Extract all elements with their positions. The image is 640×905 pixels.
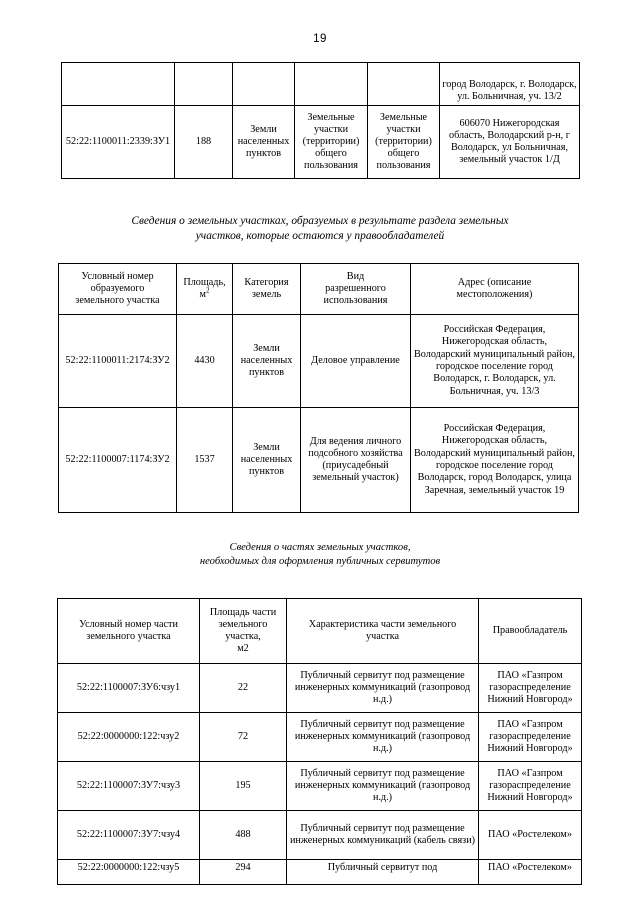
cell-permitted-use-alt: Земельные участки (территории) общего пользования — [368, 106, 440, 179]
header-conditional-number — [59, 264, 177, 315]
cell-permitted-use: Деловое управление — [301, 315, 411, 408]
header-line: разрешенного — [325, 282, 386, 294]
header-line: Адрес (описание — [457, 276, 532, 288]
header-line: Категория — [244, 276, 289, 288]
heading-line-2: необходимых для оформления публичных сервитутов — [199, 556, 441, 568]
cell-cadastral-number — [62, 63, 175, 106]
cell-land-category — [233, 63, 295, 106]
cell-address: Российская Федерация, Нижегородская область, Володарский муниципальный район, городское поселение город Володарск, город Володарск, улица Заречная, земельный участок 19 — [411, 408, 579, 513]
header-line: м — [199, 289, 206, 300]
cell-cadastral-number: 52:22:1100011:2174:ЗУ2 — [59, 315, 177, 408]
table-remaining-plots — [58, 263, 579, 513]
header-line: участка, — [225, 631, 261, 642]
table-row — [58, 713, 582, 762]
table-header-row — [58, 599, 582, 664]
cell-characteristic: Публичный сервитут под размещение инженерных коммуникаций (кабель связи) — [287, 811, 479, 860]
header-line: Характеристика части земельного — [308, 618, 457, 630]
cell-land-category: Земли населенных пунктов — [233, 408, 301, 513]
cell-permitted-use — [295, 63, 368, 106]
header-address — [411, 264, 579, 315]
header-line: местоположения) — [456, 289, 533, 300]
table-row — [58, 860, 582, 885]
cell-permitted-use-alt — [368, 63, 440, 106]
cell-characteristic: Публичный сервитут под размещение инженерных коммуникаций (газопровод н.д.) — [287, 664, 479, 713]
cell-part-number: 52:22:0000000:122:чзу5 — [58, 860, 200, 885]
header-part-area — [200, 599, 287, 664]
cell-part-area: 294 — [200, 860, 287, 885]
cell-right-holder: ПАО «Ростелеком» — [479, 860, 582, 885]
header-right-holder — [479, 599, 582, 664]
header-line: Вид — [346, 270, 365, 282]
cell-right-holder: ПАО «Ростелеком» — [479, 811, 582, 860]
cell-characteristic: Публичный сервитут под — [287, 860, 479, 885]
cell-cadastral-number: 52:22:1100011:2339:ЗУ1 — [62, 106, 175, 179]
cell-part-number: 52:22:1100007:ЗУ7:чзу3 — [58, 762, 200, 811]
cell-characteristic: Публичный сервитут под размещение инженерных коммуникаций (газопровод н.д.) — [287, 762, 479, 811]
cell-permitted-use: Земельные участки (территории) общего пользования — [295, 106, 368, 179]
cell-area: 188 — [175, 106, 233, 179]
heading-line-1: Сведения о земельных участках, образуемых в результате раздела земельных — [131, 215, 509, 227]
page-number: 19 — [313, 33, 327, 45]
header-land-category — [233, 264, 301, 315]
header-line: участка — [365, 631, 400, 642]
header-area — [177, 264, 233, 315]
table-row — [58, 664, 582, 713]
table-row — [59, 315, 579, 408]
cell-part-area: 72 — [200, 713, 287, 762]
section-heading-easement-parts — [70, 541, 570, 570]
cell-land-category: Земли населенных пунктов — [233, 106, 295, 179]
cell-part-area: 195 — [200, 762, 287, 811]
header-line: земельного — [218, 618, 268, 630]
header-line: Условный номер части — [79, 618, 178, 630]
cell-area: 1537 — [177, 408, 233, 513]
header-line: м2 — [237, 643, 249, 655]
heading-line-1: Сведения о частях земельных участков, — [229, 542, 411, 553]
table-row — [59, 408, 579, 513]
cell-land-category: Земли населенных пунктов — [233, 315, 301, 408]
cell-address: город Володарск, г. Володарск, ул. Больничная, уч. 13/2 — [440, 63, 580, 106]
header-permitted-use — [301, 264, 411, 315]
table-row — [62, 106, 580, 179]
cell-right-holder: ПАО «Газпром газораспределение Нижний Новгород» — [479, 762, 582, 811]
header-line: Площадь, — [183, 276, 226, 288]
header-line: использования — [323, 295, 388, 307]
cell-part-area: 22 — [200, 664, 287, 713]
header-line: земельного участка — [75, 295, 160, 307]
header-part-number — [58, 599, 200, 664]
header-line: образуемого — [90, 282, 145, 294]
cell-area — [175, 63, 233, 106]
cell-part-number: 52:22:1100007:ЗУ6:чзу1 — [58, 664, 200, 713]
cell-cadastral-number: 52:22:1100007:1174:ЗУ2 — [59, 408, 177, 513]
continuation-table-formed-plots — [61, 62, 580, 179]
heading-line-2: участков, которые остаются у правообладателей — [195, 230, 445, 243]
cell-part-number: 52:22:1100007:ЗУ7:чзу4 — [58, 811, 200, 860]
cell-permitted-use: Для ведения личного подсобного хозяйства (приусадебный земельный участок) — [301, 408, 411, 513]
cell-right-holder: ПАО «Газпром газораспределение Нижний Новгород» — [479, 664, 582, 713]
cell-address: Российская Федерация, Нижегородская область, Володарский муниципальный район, городское поселение город Володарск, г. Володарск, ул. Больничная, уч. 13/3 — [411, 315, 579, 408]
section-heading-remaining-plots — [70, 214, 570, 245]
cell-part-area: 488 — [200, 811, 287, 860]
table-row — [58, 762, 582, 811]
header-line: земель — [251, 289, 282, 300]
table-public-easement-parts — [57, 598, 582, 885]
table-header-row — [59, 264, 579, 315]
table-row — [62, 63, 580, 106]
header-superscript: 2 — [205, 286, 210, 295]
table-row — [58, 811, 582, 860]
cell-address: 606070 Нижегородская область, Володарский р-н, г Володарск, ул Больничная, земельный участок 1/Д — [440, 106, 580, 179]
header-line: Площадь части — [209, 606, 277, 618]
cell-characteristic: Публичный сервитут под размещение инженерных коммуникаций (газопровод н.д.) — [287, 713, 479, 762]
cell-part-number: 52:22:0000000:122:чзу2 — [58, 713, 200, 762]
header-characteristic — [287, 599, 479, 664]
cell-right-holder: ПАО «Газпром газораспределение Нижний Новгород» — [479, 713, 582, 762]
cell-area: 4430 — [177, 315, 233, 408]
header-line: Правообладатель — [492, 624, 568, 636]
header-line: земельного участка — [86, 631, 171, 642]
header-line: Условный номер — [81, 270, 154, 282]
